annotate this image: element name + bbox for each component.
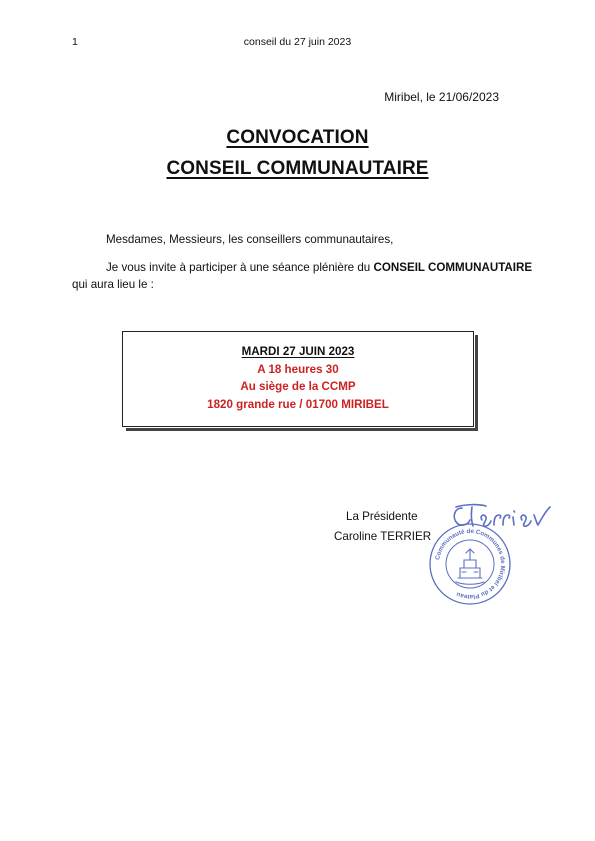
signatory-role: La Présidente [346, 510, 418, 523]
seal-text: Communauté de Communes de Miribel et du Plateau [434, 527, 507, 601]
document-title-line-2 [0, 158, 595, 180]
invitation-continuation: qui aura lieu le : [72, 278, 154, 291]
salutation: Mesdames, Messieurs, les conseillers communautaires, [106, 233, 394, 246]
signatory-name: Caroline TERRIER [334, 530, 432, 543]
place-date: Miribel, le 21/06/2023 [384, 90, 499, 104]
document-title-line-1 [0, 127, 595, 149]
invitation-text: Je vous invite à participer à une séance plénière du [106, 261, 374, 274]
title-conseil: CONSEIL COMMUNAUTAIRE [166, 158, 429, 179]
official-seal [428, 522, 512, 606]
invitation-line [106, 260, 532, 276]
meeting-address: 1820 grande rue / 01700 MIRIBEL [207, 397, 389, 411]
seal-emblem-icon [456, 549, 484, 584]
invitation-council-name: CONSEIL COMMUNAUTAIRE [373, 261, 533, 274]
title-convocation: CONVOCATION [226, 127, 369, 148]
meeting-details [122, 343, 474, 413]
meeting-venue: Au siège de la CCMP [240, 380, 356, 393]
meeting-time: A 18 heures 30 [257, 362, 339, 376]
page-number: 1 [72, 36, 78, 48]
running-header: conseil du 27 juin 2023 [243, 36, 352, 48]
meeting-date: MARDI 27 JUIN 2023 [241, 345, 355, 358]
